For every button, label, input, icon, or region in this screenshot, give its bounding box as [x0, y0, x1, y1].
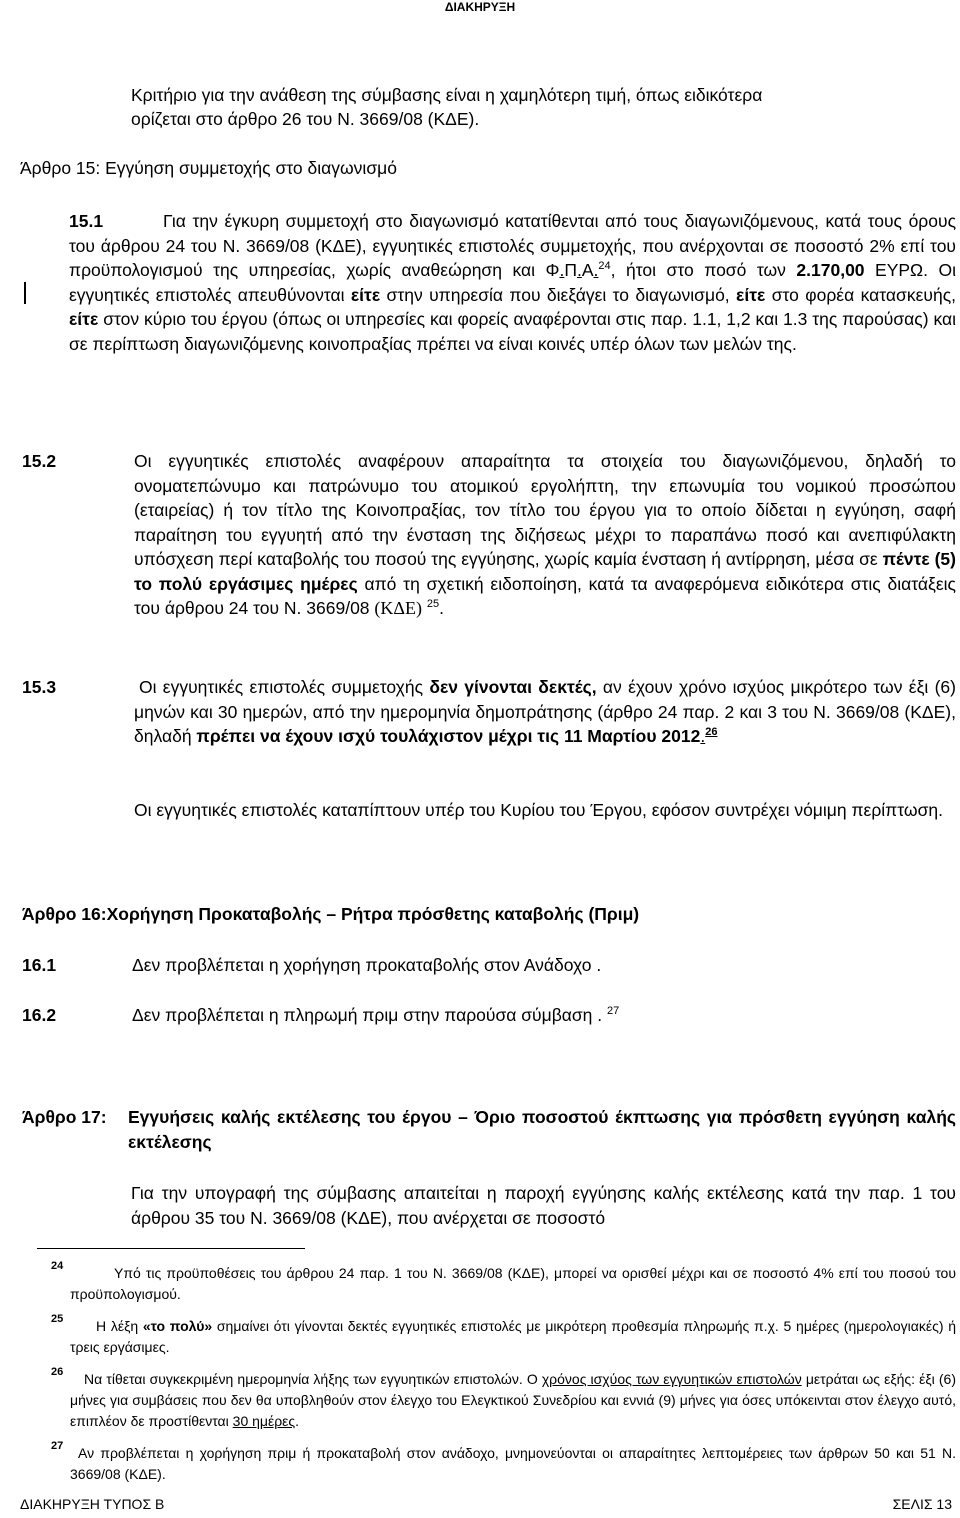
paragraph-number-15-1: 15.1: [69, 211, 104, 231]
footnote-number-27: 27: [51, 1440, 64, 1452]
article-16-heading: Άρθρο 16:Χορήγηση Προκαταβολής – Ρήτρα πρόσθετης καταβολής (Πριμ): [22, 904, 640, 924]
paragraph-15-2: Οι εγγυητικές επιστολές αναφέρουν απαραίτητα τα στοιχεία του διαγωνιζόμενου, δηλαδή το ονοματεπώνυμο και πατρώνυμο του ατομικού εργολήπτη, την επωνυμία του νομικού προσώπου (εταιρείας) ή τον τίτλο της Κοινοπραξίας, τον τίτλο του έργου για το οποίο δίδεται η εγγύηση, σαφή παραίτηση του εγγυητή από την ένσταση της διζήσεως μέχρι το παραπάνω ποσό και ανεπιφύλακτη υπόσχεση περί καταβολής του ποσού της εγγύησης, χωρίς καμία ένσταση ή αντίρρηση, μέσα σε πέντε (5) το πολύ εργάσιμες ημέρες από τη σχετική ειδοποίηση, κατά τα αναφερόμενα ειδικότερα στις διατάξεις του άρθρου 24 του Ν. 3669/08 (ΚΔΕ) $^{25}$.: [134, 451, 956, 618]
running-header: ΔΙΑΚΗΡΥΞΗ: [444, 0, 516, 14]
footnote-27: Αν προβλέπεται η χορήγηση πριμ ή προκαταβολή στον ανάδοχο, μνημονεύονται οι απαραίτητες λεπτομέρειες των άρθρων 50 και 51 Ν. 3669/08 (ΚΔΕ).: [70, 1445, 956, 1482]
paragraph-number-16-2: 16.2: [22, 1005, 57, 1025]
article-17-heading: Εγγυήσεις καλής εκτέλεσης του έργου – Όριο ποσοστού έκπτωσης για πρόσθετη εγγύηση καλής εκτέλεσης: [128, 1107, 956, 1152]
paragraph-number-16-1: 16.1: [22, 955, 57, 975]
article-17-label: Άρθρο 17:: [22, 1107, 107, 1127]
paragraph-15-1: Για την έγκυρη συμμετοχή στο διαγωνισμό κατατίθενται από τους διαγωνιζόμενους, κατά τους όρους του άρθρου 24 του Ν. 3669/08 (ΚΔΕ), εγγυητικές επιστολές συμμετοχής, που ανέρχονται σε ποσοστό 2% επί του προϋπολογισμού της υπηρεσίας, χωρίς αναθεώρηση και Φ.Π.Α.$^{24}$, ήτοι στο ποσό των 2.170,00 ΕΥΡΩ. Οι εγγυητικές επιστολές απευθύνονται είτε στην υπηρεσία που διεξάγει το διαγωνισμό, είτε στο φορέα κατασκευής, είτε στον κύριο του έργου (όπως οι υπηρεσίες και φορείς αναφέρονται στις παρ. 1.1, 1,2 και 1.3 της παρούσας) και σε περίπτωση διαγωνιζόμενης κοινοπραξίας πρέπει να είναι κοινές υπέρ όλων των μελών της.: [69, 211, 957, 354]
footnote-ref-24: 24: [598, 260, 611, 273]
paragraph-number-15-2: 15.2: [22, 451, 57, 471]
footnote-24: Υπό τις προϋποθέσεις του άρθρου 24 παρ. 1 του Ν. 3669/08 (ΚΔΕ), μπορεί να ορισθεί μέχρι και σε ποσοστό 4% επί του ποσού του προϋπολογισμού.: [70, 1265, 956, 1302]
footnote-26: Να τίθεται συγκεκριμένη ημερομηνία λήξης των εγγυητικών επιστολών. Ο χρόνος ισχύος των εγγυητικών επιστολών μετράται ως εξής: έξι (6) μήνες για συμβάσεις που δεν θα υποβληθούν στον έλεγχο του Ελεγκτικού Συνεδρίου και εννιά (9) μήνες για όσες υπόκεινται στον έλεγχο αυτό, επιπλέον δε προστίθενται 30 ημέρες.: [70, 1371, 956, 1429]
footnote-separator: [37, 1248, 305, 1249]
footnote-ref-25: 25: [426, 598, 440, 611]
paragraph-number-15-3: 15.3: [22, 677, 57, 697]
paragraph-15-4: Οι εγγυητικές επιστολές καταπίπτουν υπέρ του Κυρίου του Έργου, εφόσον συντρέχει νόμιμη περίπτωση.: [134, 800, 943, 820]
paragraph-16-2: Δεν προβλέπεται η πληρωμή πριμ στην παρούσα σύμβαση . $^{27}$: [132, 1005, 620, 1025]
revision-change-bar: [24, 282, 26, 304]
footnote-ref-26: 26: [705, 726, 718, 739]
paragraph-15-3: Οι εγγυητικές επιστολές συμμετοχής δεν γίνονται δεκτές, αν έχουν χρόνο ισχύος μικρότερο των έξι (6) μηνών και 30 ημερών, από την ημερομηνία δημοπράτησης (άρθρο 24 παρ. 2 και 3 του Ν. 3669/08 (ΚΔΕ), δηλαδή πρέπει να έχουν ισχύ τουλάχιστον μέχρι τις 11 Μαρτίου 2012.26: [134, 677, 956, 746]
paragraph-17-1: Για την υπογραφή της σύμβασης απαιτείται η παροχή εγγύησης καλής εκτέλεσης κατά την παρ. 1 του άρθρου 35 του Ν. 3669/08 (ΚΔΕ), που ανέρχεται σε ποσοστό: [131, 1183, 956, 1228]
paragraph-16-1: Δεν προβλέπεται η χορήγηση προκαταβολής στον Ανάδοχο .: [132, 955, 602, 975]
footnote-number-24: 24: [51, 1260, 64, 1272]
intro-line-1: Κριτήριο για την ανάθεση της σύμβασης είναι η χαμηλότερη τιμή, όπως ειδικότερα: [131, 85, 763, 105]
footnote-number-25: 25: [51, 1313, 64, 1325]
footer-left: ΔΙΑΚΗΡΥΞΗ ΤΥΠΟΣ Β: [20, 1496, 165, 1512]
intro-line-2: ορίζεται στο άρθρο 26 του Ν. 3669/08 (ΚΔΕ).: [131, 109, 480, 129]
footnote-ref-27: 27: [607, 1005, 620, 1018]
article-15-heading: Άρθρο 15: Εγγύηση συμμετοχής στο διαγωνισμό: [20, 158, 397, 178]
footnote-number-26: 26: [51, 1366, 64, 1378]
footnote-25: Η λέξη «το πολύ» σημαίνει ότι γίνονται δεκτές εγγυητικές επιστολές με μικρότερη προθεσμία πληρωμής π.χ. 5 ημέρες (ημερολογιακές) ή τρεις εργάσιμες.: [70, 1318, 956, 1355]
footer-page-number: ΣΕΛΙΣ 13: [892, 1496, 952, 1512]
